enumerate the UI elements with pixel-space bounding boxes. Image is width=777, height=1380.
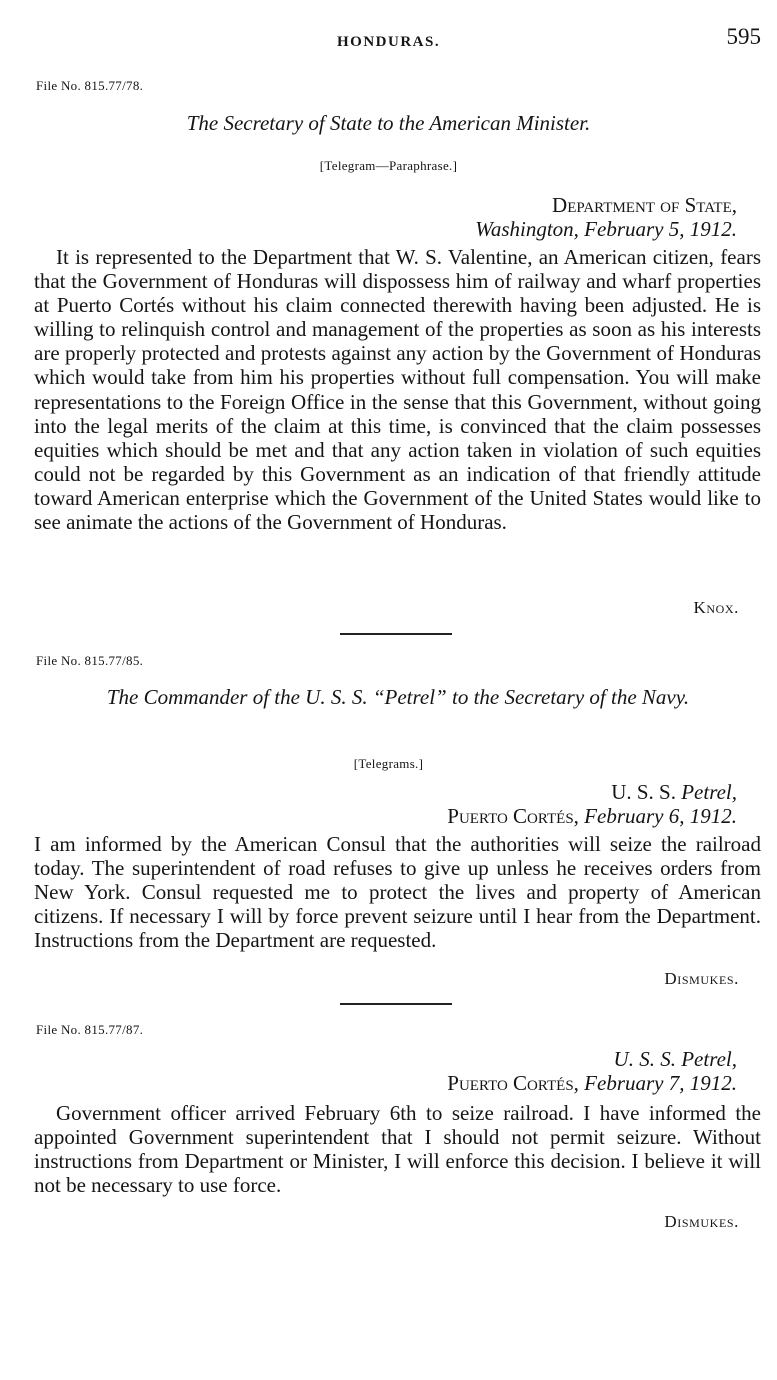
section-divider [340,1003,452,1005]
ship-prefix: U. S. S. [611,780,676,804]
document-title: The Secretary of State to the American Minister. [186,111,591,135]
document-title: The Commander of the U. S. S. “Petrel” to the Secretary of the Navy. [106,685,690,709]
dateline [447,804,737,829]
document-note: [Telegrams.] [353,756,424,771]
running-title: HONDURAS. [337,34,441,50]
ship-name: Petrel, [681,780,737,804]
document-body: I am informed by the American Consul that the authorities will seize the railroad today. The superintendent of road refuses to give up unless he receives orders from New York. Consul requested me to protect the lives and property of American citizens. If necessary I will by force prevent seizure until I hear from the Department. Instructions from the Department are requested. [34,832,761,953]
dateline-date: February 7, 1912. [584,1071,737,1095]
page-number: 595 [726,24,761,49]
dateline-place: Puerto Cortés, [447,804,579,828]
dateline-place: Puerto Cortés, [447,1071,579,1095]
dateline-ship [611,780,737,805]
dateline-date: Washington, February 5, 1912. [475,217,737,241]
dateline-ship: U. S. S. Petrel, [613,1047,737,1071]
file-number: File No. 815.77/85. [36,653,144,668]
dateline-place: Department of State, [552,193,737,217]
dateline [447,1071,737,1096]
file-number: File No. 815.77/87. [36,1022,144,1037]
document-body: Government officer arrived February 6th to seize railroad. I have informed the appointed Government superintendent that I should not permit seizure. Without instructions from Department or Minister, I will enforce this decision. I believe it will not be necessary to use force. [34,1101,761,1198]
section-divider [340,633,452,635]
document-note: [Telegram—Paraphrase.] [319,158,458,173]
running-header [0,24,777,54]
signature: Dismukes. [664,969,739,988]
dateline-date: February 6, 1912. [584,804,737,828]
signature: Knox. [693,598,739,617]
signature: Dismukes. [664,1212,739,1231]
file-number: File No. 815.77/78. [36,78,144,93]
document-body: It is represented to the Department that W. S. Valentine, an American citizen, fears that the Government of Honduras will dispossess him of railway and wharf properties at Puerto Cortés without his claim connected therewith having been adjusted. He is willing to relinquish control and management of the properties as soon as his interests are properly protected and protests against any action by the Government of Honduras which would take from him his properties without full compensation. You will make representations to the Foreign Office in the sense that this Government, without going into the legal merits of the claim at this time, is convinced that the claim possesses equities which should be met and that any action taken in violation of such equities could not be regarded by this Government as an indication of that friendly attitude toward American enterprise which the Government of the United States would like to see animate the actions of the Government of Honduras. [34,245,761,535]
